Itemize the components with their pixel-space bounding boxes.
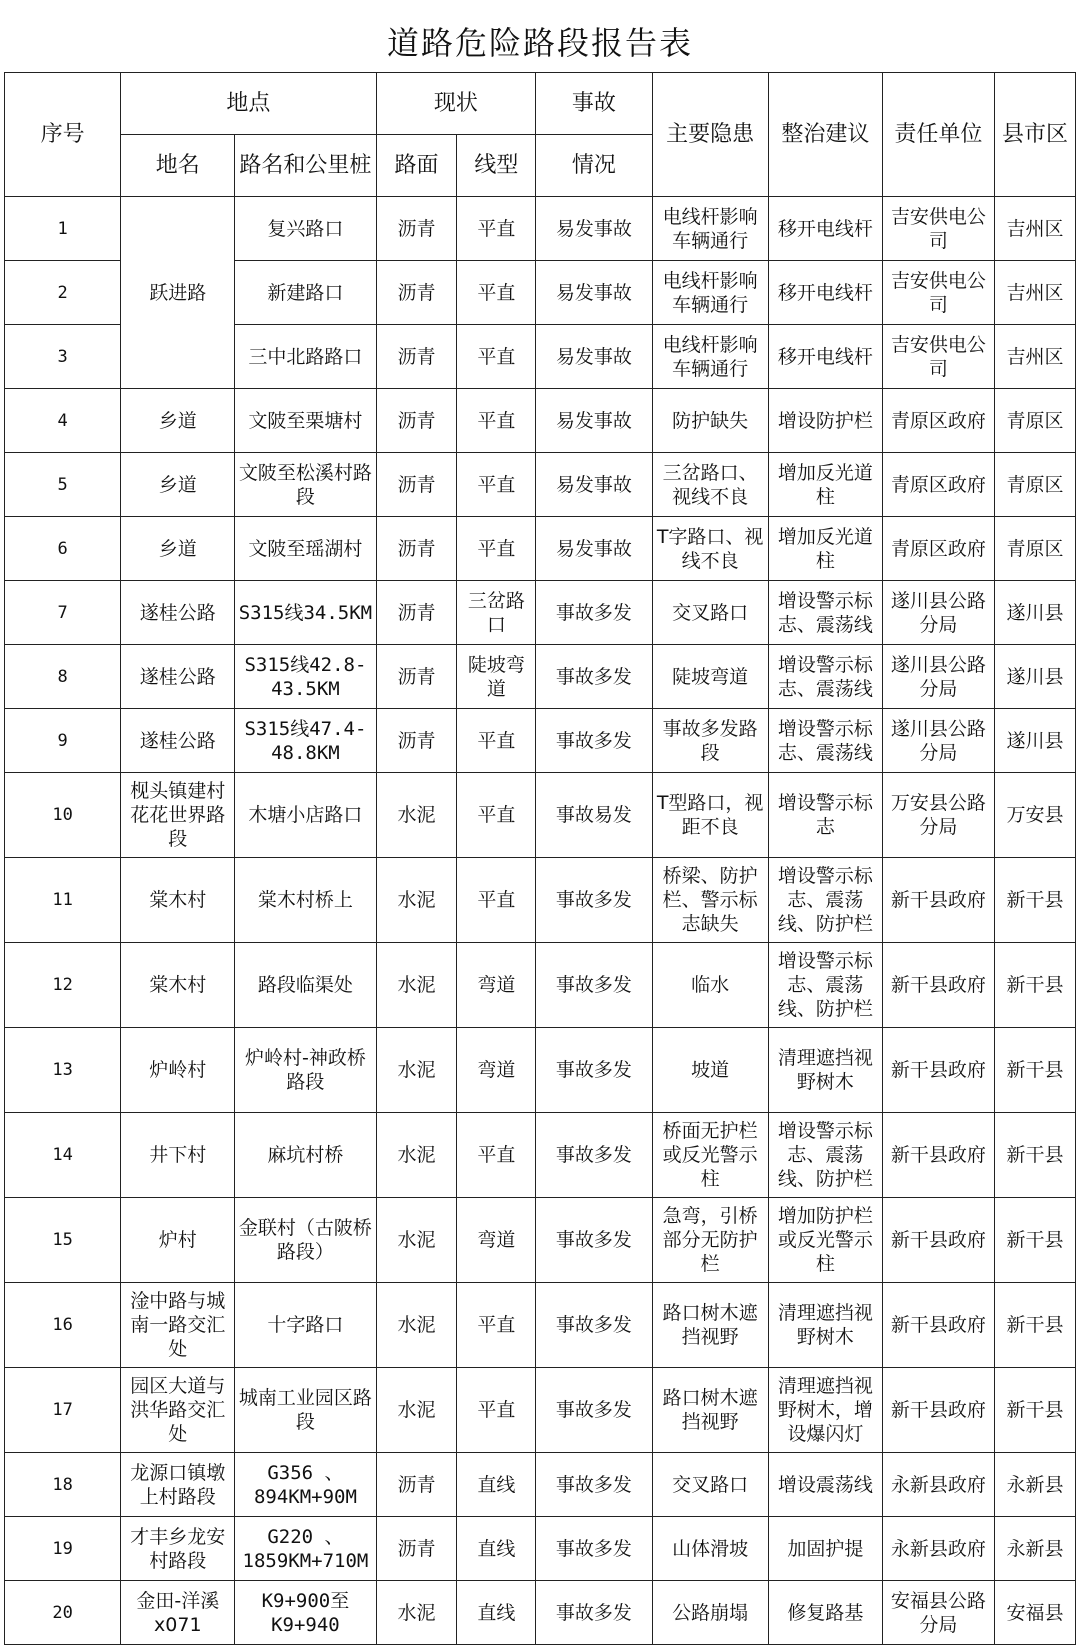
cell-unit: 吉安供电公司 [882, 197, 994, 261]
cell-advice: 增设警示标志、震荡线 [768, 581, 882, 645]
cell-advice: 增设震荡线 [768, 1453, 882, 1517]
cell-accident: 事故多发 [536, 709, 652, 773]
cell-alignment: 平直 [457, 1283, 536, 1368]
cell-unit: 永新县政府 [882, 1453, 994, 1517]
cell-seq: 6 [5, 517, 121, 581]
cell-county: 新干县 [994, 1113, 1075, 1198]
cell-place: 乡道 [121, 517, 235, 581]
cell-alignment: 平直 [457, 1113, 536, 1198]
cell-unit: 新干县政府 [882, 943, 994, 1028]
cell-surface: 沥青 [376, 517, 457, 581]
cell-seq: 13 [5, 1028, 121, 1113]
cell-unit: 永新县政府 [882, 1517, 994, 1581]
cell-county: 新干县 [994, 858, 1075, 943]
cell-hazard: 路口树木遮挡视野 [652, 1368, 768, 1453]
cell-alignment: 平直 [457, 1368, 536, 1453]
cell-hazard: 电线杆影响车辆通行 [652, 197, 768, 261]
cell-road: 金联村（古陂桥路段） [235, 1198, 376, 1283]
table-row [5, 1517, 1076, 1581]
cell-unit: 青原区政府 [882, 389, 994, 453]
cell-surface: 水泥 [376, 1028, 457, 1113]
cell-alignment: 三岔路口 [457, 581, 536, 645]
cell-place: 龙源口镇墩上村路段 [121, 1453, 235, 1517]
cell-road: 木塘小店路口 [235, 773, 376, 858]
cell-alignment: 直线 [457, 1581, 536, 1645]
cell-unit: 新干县政府 [882, 1198, 994, 1283]
cell-seq: 3 [5, 325, 121, 389]
cell-alignment: 弯道 [457, 943, 536, 1028]
cell-county: 遂川县 [994, 581, 1075, 645]
cell-seq: 2 [5, 261, 121, 325]
cell-hazard: 陡坡弯道 [652, 645, 768, 709]
cell-road: K9+900至K9+940 [235, 1581, 376, 1645]
hazard-report-table [4, 72, 1076, 1645]
cell-alignment: 平直 [457, 773, 536, 858]
header-advice: 整治建议 [768, 73, 882, 197]
cell-unit: 吉安供电公司 [882, 325, 994, 389]
cell-seq: 20 [5, 1581, 121, 1645]
cell-unit: 遂川县公路分局 [882, 645, 994, 709]
table-row [5, 709, 1076, 773]
cell-accident: 事故多发 [536, 943, 652, 1028]
cell-surface: 沥青 [376, 197, 457, 261]
cell-unit: 新干县政府 [882, 1113, 994, 1198]
cell-place: 井下村 [121, 1113, 235, 1198]
cell-seq: 11 [5, 858, 121, 943]
cell-surface: 沥青 [376, 389, 457, 453]
cell-alignment: 弯道 [457, 1028, 536, 1113]
cell-county: 青原区 [994, 453, 1075, 517]
header-status: 现状 [376, 73, 536, 135]
cell-unit: 青原区政府 [882, 517, 994, 581]
cell-place: 棠木村 [121, 858, 235, 943]
cell-seq: 4 [5, 389, 121, 453]
cell-alignment: 平直 [457, 325, 536, 389]
cell-surface: 水泥 [376, 1283, 457, 1368]
cell-surface: 沥青 [376, 261, 457, 325]
cell-accident: 事故多发 [536, 1113, 652, 1198]
table-row [5, 1368, 1076, 1453]
cell-hazard: 桥梁、防护栏、警示标志缺失 [652, 858, 768, 943]
cell-place: 遂桂公路 [121, 581, 235, 645]
cell-place: 遂桂公路 [121, 709, 235, 773]
cell-surface: 沥青 [376, 709, 457, 773]
cell-accident: 事故多发 [536, 1581, 652, 1645]
cell-seq: 1 [5, 197, 121, 261]
cell-surface: 沥青 [376, 453, 457, 517]
table-row [5, 943, 1076, 1028]
cell-hazard: T字路口、视线不良 [652, 517, 768, 581]
cell-surface: 沥青 [376, 325, 457, 389]
cell-accident: 事故多发 [536, 1517, 652, 1581]
cell-alignment: 平直 [457, 453, 536, 517]
cell-advice: 移开电线杆 [768, 261, 882, 325]
cell-accident: 事故多发 [536, 858, 652, 943]
cell-county: 安福县 [994, 1581, 1075, 1645]
cell-alignment: 平直 [457, 858, 536, 943]
table-row [5, 858, 1076, 943]
cell-road: 文陂至瑶湖村 [235, 517, 376, 581]
cell-unit: 吉安供电公司 [882, 261, 994, 325]
table-body [5, 197, 1076, 1645]
cell-advice: 增设警示标志、震荡线 [768, 709, 882, 773]
cell-unit: 青原区政府 [882, 453, 994, 517]
table-row [5, 1028, 1076, 1113]
cell-seq: 18 [5, 1453, 121, 1517]
cell-county: 遂川县 [994, 645, 1075, 709]
cell-road: 炉岭村-神政桥路段 [235, 1028, 376, 1113]
cell-alignment: 平直 [457, 709, 536, 773]
cell-surface: 沥青 [376, 645, 457, 709]
cell-county: 吉州区 [994, 325, 1075, 389]
cell-seq: 8 [5, 645, 121, 709]
cell-surface: 沥青 [376, 581, 457, 645]
cell-advice: 加固护提 [768, 1517, 882, 1581]
cell-county: 新干县 [994, 1198, 1075, 1283]
cell-accident: 易发事故 [536, 453, 652, 517]
cell-place: 乡道 [121, 389, 235, 453]
table-row [5, 1113, 1076, 1198]
cell-seq: 19 [5, 1517, 121, 1581]
cell-place: 棠木村 [121, 943, 235, 1028]
cell-accident: 事故多发 [536, 1283, 652, 1368]
cell-place: 园区大道与洪华路交汇处 [121, 1368, 235, 1453]
table-row [5, 517, 1076, 581]
header-road: 路名和公里桩 [235, 135, 376, 197]
cell-road: G220 、1859KM+710M [235, 1517, 376, 1581]
cell-alignment: 陡坡弯道 [457, 645, 536, 709]
header-accident-bottom: 情况 [536, 135, 652, 197]
cell-road: 路段临渠处 [235, 943, 376, 1028]
cell-road: 复兴路口 [235, 197, 376, 261]
cell-accident: 易发事故 [536, 517, 652, 581]
cell-accident: 易发事故 [536, 389, 652, 453]
cell-unit: 遂川县公路分局 [882, 709, 994, 773]
cell-hazard: 交叉路口 [652, 1453, 768, 1517]
cell-surface: 水泥 [376, 1198, 457, 1283]
cell-hazard: 山体滑坡 [652, 1517, 768, 1581]
cell-surface: 水泥 [376, 1113, 457, 1198]
cell-accident: 事故多发 [536, 1198, 652, 1283]
table-row [5, 1198, 1076, 1283]
cell-surface: 水泥 [376, 858, 457, 943]
cell-advice: 移开电线杆 [768, 197, 882, 261]
cell-place: 炉村 [121, 1198, 235, 1283]
cell-accident: 事故多发 [536, 1453, 652, 1517]
cell-seq: 5 [5, 453, 121, 517]
cell-alignment: 平直 [457, 197, 536, 261]
cell-advice: 增设警示标志、震荡线、防护栏 [768, 1113, 882, 1198]
cell-place: 跃进路 [121, 197, 235, 389]
cell-seq: 14 [5, 1113, 121, 1198]
header-alignment: 线型 [457, 135, 536, 197]
cell-county: 吉州区 [994, 261, 1075, 325]
cell-advice: 增设警示标志 [768, 773, 882, 858]
header-place: 地名 [121, 135, 235, 197]
header-unit: 责任单位 [882, 73, 994, 197]
cell-road: 棠木村桥上 [235, 858, 376, 943]
cell-surface: 沥青 [376, 1517, 457, 1581]
cell-county: 万安县 [994, 773, 1075, 858]
cell-unit: 新干县政府 [882, 1283, 994, 1368]
cell-hazard: 桥面无护栏或反光警示柱 [652, 1113, 768, 1198]
cell-county: 青原区 [994, 389, 1075, 453]
cell-place: 乡道 [121, 453, 235, 517]
cell-advice: 清理遮挡视野树木 [768, 1028, 882, 1113]
cell-county: 遂川县 [994, 709, 1075, 773]
cell-seq: 10 [5, 773, 121, 858]
cell-accident: 事故多发 [536, 1028, 652, 1113]
table-row [5, 1453, 1076, 1517]
cell-advice: 增加反光道柱 [768, 517, 882, 581]
cell-place: 才丰乡龙安村路段 [121, 1517, 235, 1581]
cell-alignment: 平直 [457, 261, 536, 325]
cell-road: 文陂至栗塘村 [235, 389, 376, 453]
cell-advice: 修复路基 [768, 1581, 882, 1645]
cell-road: S315线47.4-48.8KM [235, 709, 376, 773]
cell-road: 三中北路路口 [235, 325, 376, 389]
cell-county: 新干县 [994, 1283, 1075, 1368]
cell-hazard: 公路崩塌 [652, 1581, 768, 1645]
cell-county: 新干县 [994, 943, 1075, 1028]
cell-county: 吉州区 [994, 197, 1075, 261]
cell-surface: 水泥 [376, 943, 457, 1028]
cell-advice: 增加反光道柱 [768, 453, 882, 517]
cell-road: 新建路口 [235, 261, 376, 325]
cell-surface: 水泥 [376, 1581, 457, 1645]
cell-seq: 7 [5, 581, 121, 645]
cell-place: 炉岭村 [121, 1028, 235, 1113]
cell-unit: 新干县政府 [882, 858, 994, 943]
cell-hazard: 事故多发路段 [652, 709, 768, 773]
cell-alignment: 平直 [457, 389, 536, 453]
cell-county: 永新县 [994, 1453, 1075, 1517]
header-accident-top: 事故 [536, 73, 652, 135]
cell-road: S315线34.5KM [235, 581, 376, 645]
cell-place: 淦中路与城南一路交汇处 [121, 1283, 235, 1368]
cell-advice: 清理遮挡视野树木，增设爆闪灯 [768, 1368, 882, 1453]
cell-advice: 移开电线杆 [768, 325, 882, 389]
cell-hazard: 坡道 [652, 1028, 768, 1113]
cell-surface: 沥青 [376, 1453, 457, 1517]
cell-accident: 易发事故 [536, 197, 652, 261]
cell-hazard: T型路口，视距不良 [652, 773, 768, 858]
cell-surface: 水泥 [376, 1368, 457, 1453]
cell-alignment: 直线 [457, 1453, 536, 1517]
table-row [5, 389, 1076, 453]
cell-county: 永新县 [994, 1517, 1075, 1581]
cell-hazard: 路口树木遮挡视野 [652, 1283, 768, 1368]
table-row [5, 453, 1076, 517]
cell-unit: 新干县政府 [882, 1028, 994, 1113]
header-county: 县市区 [994, 73, 1075, 197]
cell-hazard: 临水 [652, 943, 768, 1028]
cell-accident: 事故易发 [536, 773, 652, 858]
cell-unit: 遂川县公路分局 [882, 581, 994, 645]
cell-accident: 事故多发 [536, 1368, 652, 1453]
cell-accident: 事故多发 [536, 645, 652, 709]
cell-surface: 水泥 [376, 773, 457, 858]
cell-place: 枧头镇建村花花世界路段 [121, 773, 235, 858]
cell-hazard: 电线杆影响车辆通行 [652, 261, 768, 325]
cell-seq: 12 [5, 943, 121, 1028]
table-row [5, 581, 1076, 645]
table-row [5, 773, 1076, 858]
cell-unit: 万安县公路分局 [882, 773, 994, 858]
cell-road: G356 、894KM+90M [235, 1453, 376, 1517]
cell-road: 十字路口 [235, 1283, 376, 1368]
table-row [5, 197, 1076, 261]
cell-county: 新干县 [994, 1368, 1075, 1453]
cell-seq: 16 [5, 1283, 121, 1368]
table-row [5, 645, 1076, 709]
cell-accident: 事故多发 [536, 581, 652, 645]
cell-seq: 9 [5, 709, 121, 773]
cell-alignment: 平直 [457, 517, 536, 581]
header-hazard: 主要隐患 [652, 73, 768, 197]
cell-road: 文陂至松溪村路段 [235, 453, 376, 517]
cell-advice: 增设防护栏 [768, 389, 882, 453]
cell-alignment: 直线 [457, 1517, 536, 1581]
cell-alignment: 弯道 [457, 1198, 536, 1283]
cell-hazard: 交叉路口 [652, 581, 768, 645]
table-header [5, 73, 1076, 197]
cell-unit: 新干县政府 [882, 1368, 994, 1453]
cell-hazard: 防护缺失 [652, 389, 768, 453]
cell-seq: 15 [5, 1198, 121, 1283]
cell-advice: 清理遮挡视野树木 [768, 1283, 882, 1368]
cell-accident: 易发事故 [536, 325, 652, 389]
cell-advice: 增设警示标志、震荡线 [768, 645, 882, 709]
cell-advice: 增设警示标志、震荡线、防护栏 [768, 858, 882, 943]
cell-unit: 安福县公路分局 [882, 1581, 994, 1645]
cell-place: 金田-洋溪x071 [121, 1581, 235, 1645]
cell-county: 新干县 [994, 1028, 1075, 1113]
cell-road: S315线42.8-43.5KM [235, 645, 376, 709]
cell-advice: 增加防护栏或反光警示柱 [768, 1198, 882, 1283]
header-seq: 序号 [5, 73, 121, 197]
cell-advice: 增设警示标志、震荡线、防护栏 [768, 943, 882, 1028]
header-location: 地点 [121, 73, 376, 135]
table-row [5, 1283, 1076, 1368]
cell-hazard: 急弯，引桥部分无防护栏 [652, 1198, 768, 1283]
cell-accident: 易发事故 [536, 261, 652, 325]
page-title: 道路危险路段报告表 [386, 24, 693, 62]
cell-county: 青原区 [994, 517, 1075, 581]
cell-hazard: 电线杆影响车辆通行 [652, 325, 768, 389]
cell-road: 城南工业园区路段 [235, 1368, 376, 1453]
cell-hazard: 三岔路口、视线不良 [652, 453, 768, 517]
cell-place: 遂桂公路 [121, 645, 235, 709]
cell-seq: 17 [5, 1368, 121, 1453]
cell-road: 麻坑村桥 [235, 1113, 376, 1198]
header-surface: 路面 [376, 135, 457, 197]
